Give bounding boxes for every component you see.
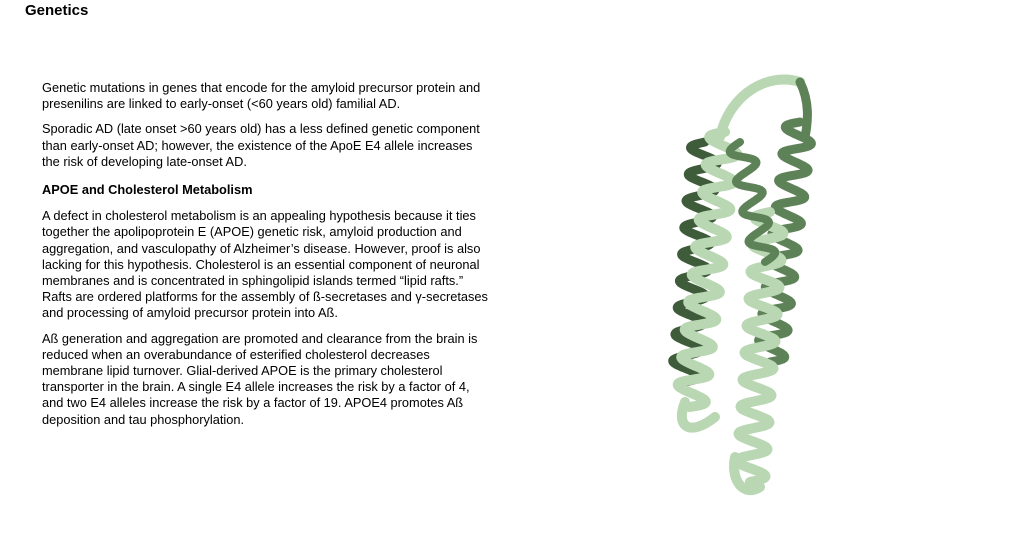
helix-loop-top-right bbox=[800, 82, 807, 137]
page-title: Genetics bbox=[25, 2, 89, 19]
paragraph-section-2: Aß generation and aggregation are promoted and clearance from the brain is reduced when an overabundance of esterified cholesterol decreases membrane lipid turnover. Glial-derived APOE is the primary cholesterol transporter in the brain. A single E4 allele increases the risk by a factor of 4, and two E4 alleles increase the risk by a factor of 19. APOE4 promotes Aß deposition and tau phosphorylation. bbox=[42, 330, 478, 427]
section-heading: APOE and Cholesterol Metabolism bbox=[42, 182, 253, 198]
paragraph-section-1: A defect in cholesterol metabolism is an appealing hypothesis because it ties together the apolipoprotein E (APOE) genetic risk, amyloid production and aggregation, and vasculopathy of Alzheimer’s disease. However, proof is also lacking for this hypothesis. Cholesterol is an essential component of neuronal membranes and is concentrated in sphingolipid islands termed “lipid rafts.” Rafts are ordered platforms for the assembly of ß-secretases and γ-secretases and processing of amyloid precursor protein into Aß. bbox=[42, 208, 488, 321]
paragraph-intro-1: Genetic mutations in genes that encode for the amyloid precursor protein and presenilins are linked to early-onset (<60 years old) familial AD. bbox=[42, 80, 481, 112]
article-body bbox=[42, 80, 492, 437]
protein-helix-illustration bbox=[660, 62, 830, 507]
paragraph-intro-2: Sporadic AD (late onset >60 years old) has a less defined genetic component than early-onset AD; however, the existence of the ApoE E4 allele increases the risk of developing late-onset AD. bbox=[42, 121, 480, 169]
helix-ribbons bbox=[673, 79, 812, 490]
